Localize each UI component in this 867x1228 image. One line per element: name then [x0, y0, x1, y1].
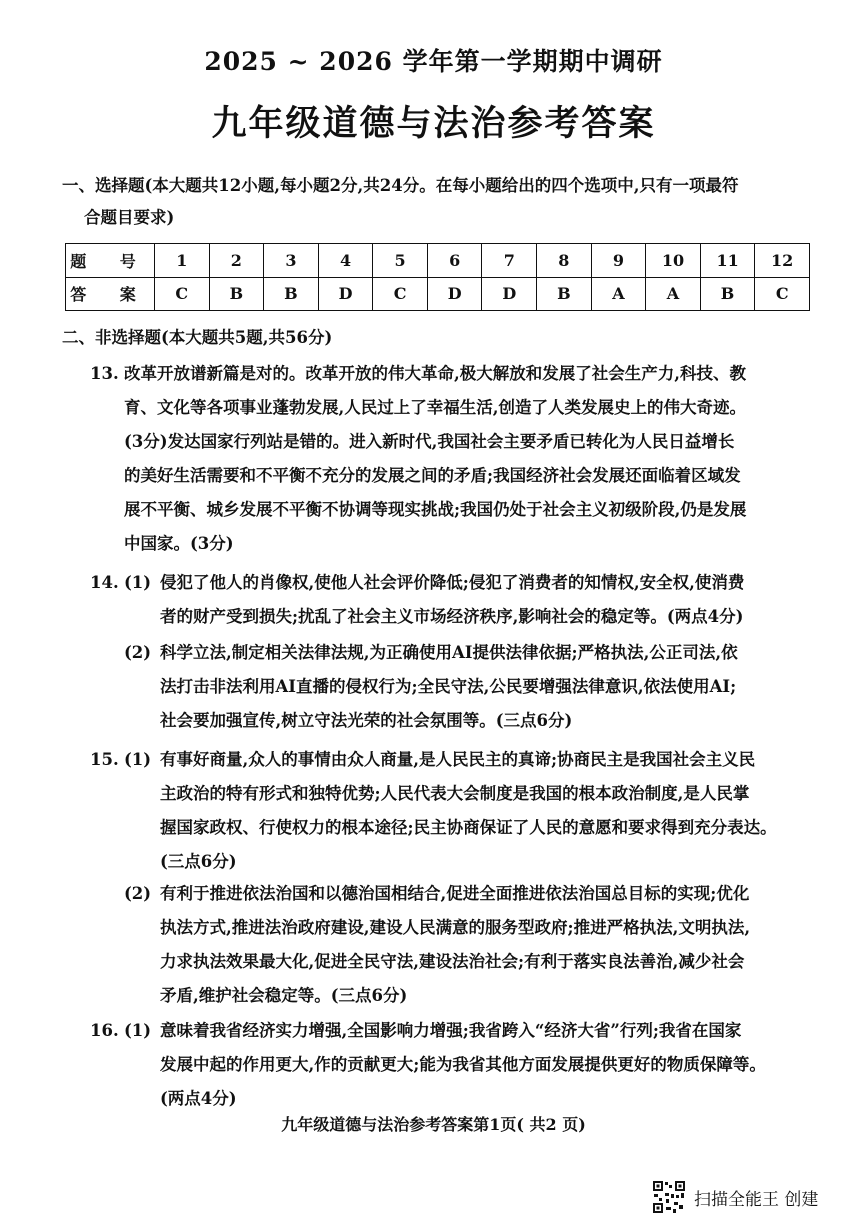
- question-14-part2: [124, 636, 864, 738]
- scanner-text: 扫描全能王 创建: [694, 1189, 819, 1210]
- question-number: 14.: [90, 573, 119, 592]
- answer-cell: D: [482, 277, 537, 311]
- answer-line: 社会要加强宣传,树立守法光荣的社会氛围等。(三点6分): [160, 711, 573, 730]
- question-16-part1: [90, 1014, 830, 1116]
- answer-line: 主政治的特有形式和独特优势;人民代表大会制度是我国的根本政治制度,是人民掌: [160, 784, 750, 803]
- part-label: (2): [124, 884, 152, 903]
- q-number: 7: [482, 244, 537, 278]
- answer-cell: B: [264, 277, 319, 311]
- part-label: (1): [124, 1021, 152, 1040]
- qr-code-icon: [652, 1180, 686, 1214]
- answer-line: 有利于推进依法治国和以德治国相结合,促进全面推进依法治国总目标的实现;优化: [160, 884, 750, 903]
- q-number: 6: [427, 244, 482, 278]
- answer-line: (三点6分): [160, 852, 237, 871]
- answer-line: 育、文化等各项事业蓬勃发展,人民过上了幸福生活,创造了人类发展史上的伟大奇迹。: [124, 398, 746, 417]
- q-number: 5: [373, 244, 428, 278]
- q-number: 8: [537, 244, 592, 278]
- page-footer: 九年级道德与法治参考答案第1页( 共2 页): [281, 1115, 586, 1134]
- answer-line: 握国家政权、行使权力的根本途径;民主协商保证了人民的意愿和要求得到充分表达。: [160, 818, 777, 837]
- question-number: 13.: [90, 364, 119, 383]
- answer-line: 力求执法效果最大化,促进全民守法,建设法治社会;有利于落实良法善治,减少社会: [160, 952, 745, 971]
- answer-line: 科学立法,制定相关法律法规,为正确使用AI提供法律依据;严格执法,公正司法,依: [160, 643, 738, 662]
- answer-line: 意味着我省经济实力增强,全国影响力增强;我省跨入“经济大省”行列;我省在国家: [160, 1021, 742, 1040]
- part-label: (2): [124, 643, 152, 662]
- section1-heading-line1: 一、选择题(本大题共12小题,每小题2分,共24分。在每小题给出的四个选项中,只有一项最符: [62, 176, 739, 195]
- answer-cell: D: [427, 277, 482, 311]
- answer-cell: D: [318, 277, 373, 311]
- table-row-answers: [66, 277, 810, 311]
- answer-line: 中国家。(3分): [124, 534, 234, 553]
- question-number: 15.: [90, 750, 119, 769]
- exam-title: 2025 ~ 2026 学年第一学期期中调研: [204, 47, 663, 76]
- row-label-number: 题 号: [66, 244, 155, 278]
- answer-line: 有事好商量,众人的事情由众人商量,是人民民主的真谛;协商民主是我国社会主义民: [160, 750, 756, 769]
- answer-cell: B: [700, 277, 755, 311]
- q-number: 1: [155, 244, 210, 278]
- row-label-answer: 答 案: [66, 277, 155, 311]
- section2-heading: 二、非选择题(本大题共5题,共56分): [62, 328, 333, 347]
- answer-line: 执法方式,推进法治政府建设,建设人民满意的服务型政府;推进严格执法,文明执法,: [160, 918, 751, 937]
- answer-line: 发展中起的作用更大,作的贡献更大;能为我省其他方面发展提供更好的物质保障等。: [160, 1055, 766, 1074]
- part-label: (1): [124, 573, 152, 592]
- answer-line: 侵犯了他人的肖像权,使他人社会评价降低;侵犯了消费者的知情权,安全权,使消费: [160, 573, 745, 592]
- q-number: 10: [646, 244, 701, 278]
- question-14-part1: [90, 566, 830, 634]
- document-title: 九年级道德与法治参考答案: [211, 103, 656, 144]
- table-row-numbers: [66, 244, 810, 278]
- answer-cell: A: [591, 277, 646, 311]
- answer-cell: B: [209, 277, 264, 311]
- q-number: 11: [700, 244, 755, 278]
- answer-table: [65, 243, 810, 311]
- answer-line: 的美好生活需要和不平衡不充分的发展之间的矛盾;我国经济社会发展还面临着区域发: [124, 466, 741, 485]
- q-number: 2: [209, 244, 264, 278]
- scanner-watermark: [652, 1180, 818, 1214]
- section1-heading: [62, 170, 832, 234]
- answer-cell: C: [755, 277, 810, 311]
- answer-line: 展不平衡、城乡发展不平衡不协调等现实挑战;我国仍处于社会主义初级阶段,仍是发展: [124, 500, 747, 519]
- answer-line: (3分)发达国家行列站是错的。进入新时代,我国社会主要矛盾已转化为人民日益增长: [124, 432, 735, 451]
- q-number: 9: [591, 244, 646, 278]
- answer-cell: A: [646, 277, 701, 311]
- answer-line: (两点4分): [160, 1089, 237, 1108]
- question-15-part2: [124, 877, 864, 1013]
- answer-line: 矛盾,维护社会稳定等。(三点6分): [160, 986, 408, 1005]
- answer-cell: C: [373, 277, 428, 311]
- question-13: [90, 357, 830, 561]
- answer-line: 法打击非法利用AI直播的侵权行为;全民守法,公民要增强法律意识,依法使用AI;: [160, 677, 737, 696]
- section1-heading-line2: 合题目要求): [84, 208, 175, 227]
- part-label: (1): [124, 750, 152, 769]
- answer-cell: C: [155, 277, 210, 311]
- question-15-part1: [90, 743, 830, 879]
- q-number: 3: [264, 244, 319, 278]
- question-number: 16.: [90, 1021, 119, 1040]
- q-number: 4: [318, 244, 373, 278]
- q-number: 12: [755, 244, 810, 278]
- answer-line: 者的财产受到损失;扰乱了社会主义市场经济秩序,影响社会的稳定等。(两点4分): [160, 607, 744, 626]
- answer-line: 改革开放谱新篇是对的。改革开放的伟大革命,极大解放和发展了社会生产力,科技、教: [124, 364, 746, 383]
- answer-cell: B: [537, 277, 592, 311]
